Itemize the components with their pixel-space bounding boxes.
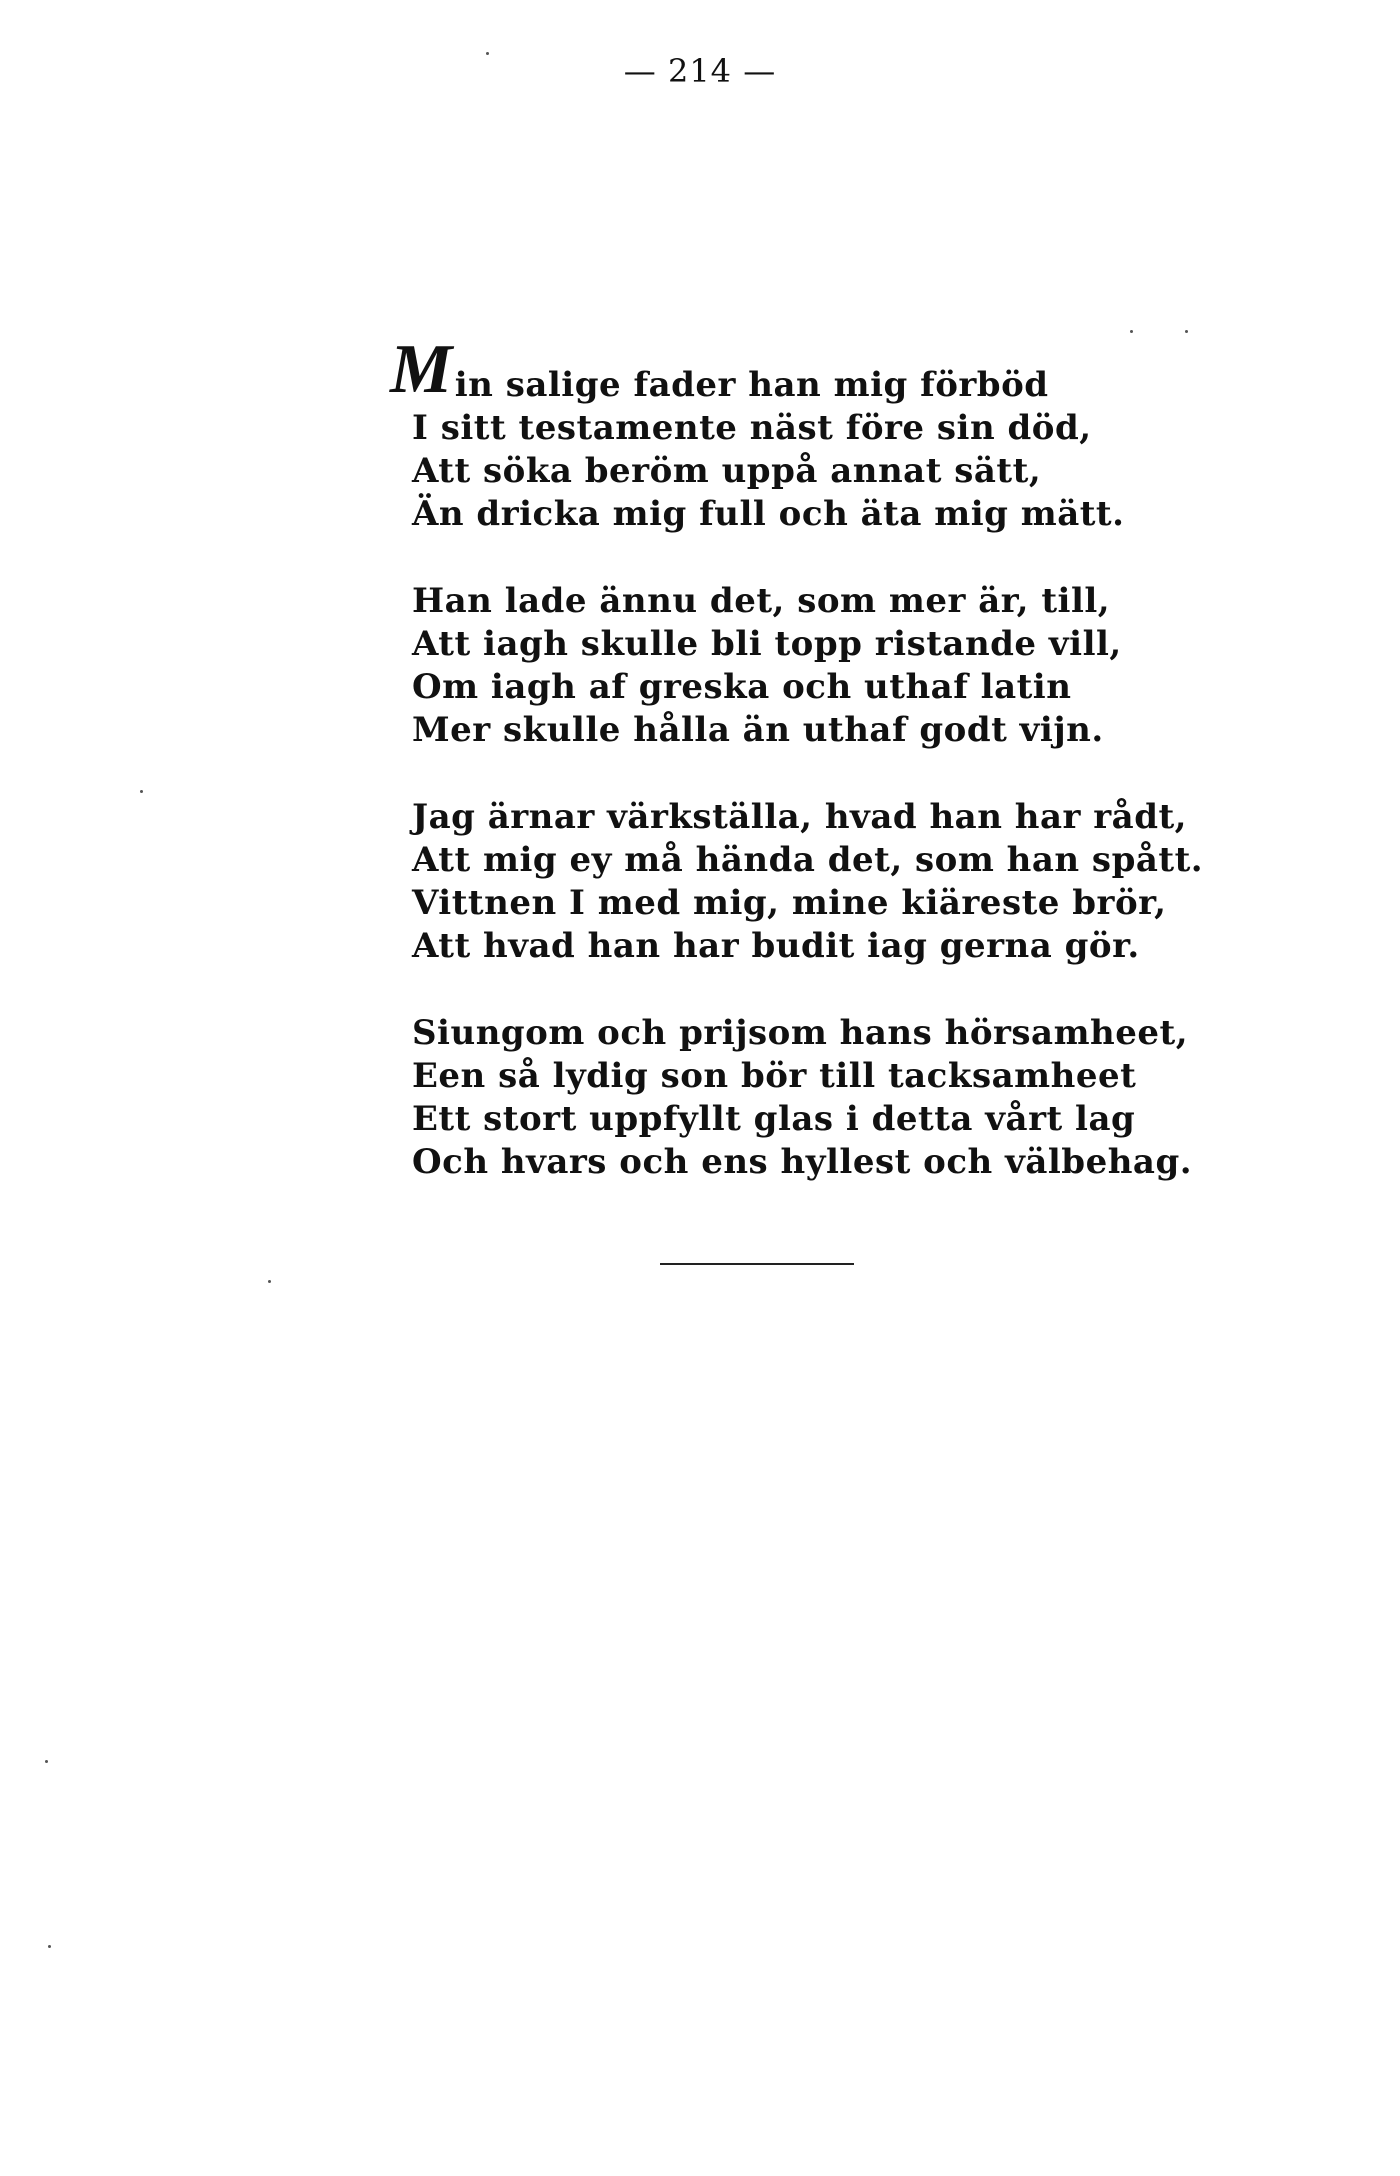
end-rule xyxy=(660,1263,854,1265)
poem-line xyxy=(390,331,1252,408)
stanza-3 xyxy=(412,796,1252,968)
poem-line: I sitt testamente näst före sin död, xyxy=(412,408,1092,448)
poem-line: Ett stort uppfyllt glas i detta vårt lag xyxy=(412,1099,1136,1139)
first-line-text: in salige fader han mig förböd xyxy=(454,365,1049,405)
poem-line: Vittnen I med mig, mine kiäreste brör, xyxy=(412,883,1167,923)
poem-line: Siungom och prijsom hans hörsamheet, xyxy=(412,1013,1189,1053)
poem-line: Een så lydig son bör till tacksamheet xyxy=(412,1056,1137,1096)
poem-line: Och hvars och ens hyllest och välbehag. xyxy=(412,1142,1193,1182)
poem-line: Han lade ännu det, som mer är, till, xyxy=(412,581,1111,621)
page-number: — 214 — xyxy=(623,52,777,90)
paper-speck xyxy=(268,1280,271,1283)
poem-line: Att söka beröm uppå annat sätt, xyxy=(412,451,1042,491)
poem-line: Jag ärnar värkställa, hvad han har rådt, xyxy=(412,797,1188,837)
poem-line: Än dricka mig full och äta mig mätt. xyxy=(412,494,1125,534)
paper-speck xyxy=(486,52,489,55)
paper-speck xyxy=(1185,330,1188,333)
poem-line: Att mig ey må hända det, som han spått. xyxy=(412,840,1204,880)
paper-speck xyxy=(48,1945,51,1948)
poem-line: Mer skulle hålla än uthaf godt vijn. xyxy=(412,710,1104,750)
paper-speck xyxy=(45,1760,48,1763)
poem-line: Att iagh skulle bli topp ristande vill, xyxy=(412,624,1122,664)
stanza-2 xyxy=(412,580,1252,752)
poem xyxy=(390,331,1252,1228)
poem-line: Om iagh af greska och uthaf latin xyxy=(412,667,1072,707)
stanza-4 xyxy=(412,1012,1252,1184)
poem-line: Att hvad han har budit iag gerna gör. xyxy=(412,926,1140,966)
paper-speck xyxy=(140,790,143,793)
stanza-1 xyxy=(390,331,1252,536)
drop-cap: M xyxy=(390,331,453,408)
paper-speck xyxy=(1130,330,1133,333)
